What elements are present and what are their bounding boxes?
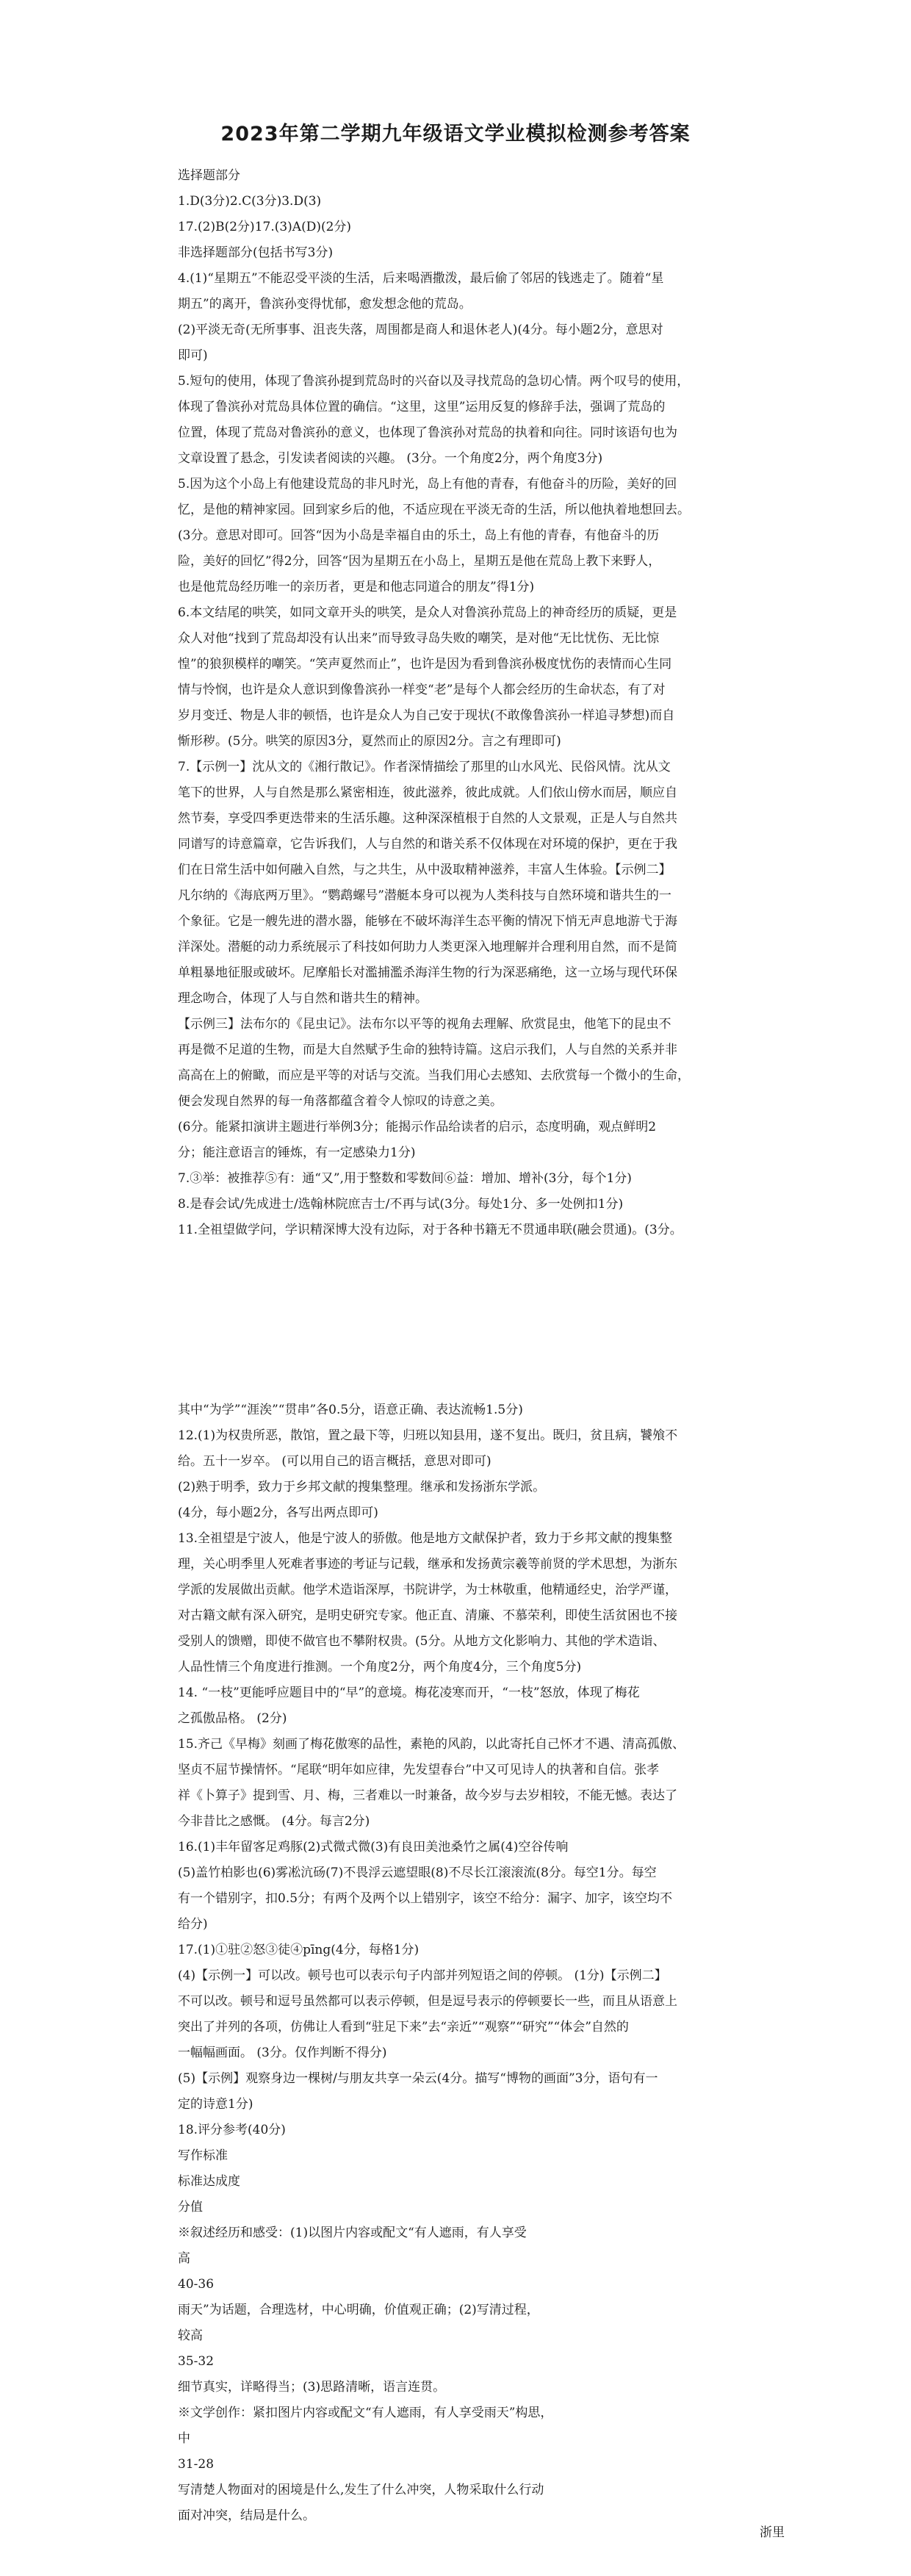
text-line: 同谱写的诗意篇章，它告诉我们，人与自然的和谐关系不仅体现在对环境的保护，更在于我: [178, 837, 677, 852]
text-line: 便会发现自然界的每一角落都蕴含着令人惊叹的诗意之美。: [178, 1094, 503, 1109]
text-line: 17.(2)B(2分)17.(3)A(D)(2分): [178, 220, 352, 234]
text-line: 文章设置了悬念，引发读者阅读的兴趣。 (3分。一个角度2分，两个角度3分): [178, 451, 603, 466]
text-line: 18.评分参考(40分): [178, 2123, 286, 2137]
text-line: 个象征。它是一艘先进的潜水器，能够在不破坏海洋生态平衡的情况下悄无声息地游弋于海: [178, 914, 677, 929]
text-line: 5.因为这个小岛上有他建设荒岛的非凡时光，岛上有他的青春，有他奋斗的历险，美好的回: [178, 477, 677, 492]
text-line: 岁月变迁、物是人非的顿悟，也许是众人为自己安于现状(不敢像鲁滨孙一样追寻梦想)而自: [178, 708, 675, 723]
text-line: 1.D(3分)2.C(3分)3.D(3): [178, 194, 322, 209]
text-line: (4分，每小题2分，各写出两点即可): [178, 1505, 378, 1520]
text-line: 分值: [178, 2200, 203, 2215]
text-line: 细节真实，详略得当；(3)思路清晰，语言连贯。: [178, 2380, 446, 2395]
text-line: 之孤傲品格。 (2分): [178, 1711, 287, 1726]
text-line: 位置，体现了荒岛对鲁滨孙的意义，也体现了鲁滨孙对荒岛的执着和向往。同时该语句也为: [178, 425, 677, 440]
text-line: 今非昔比之感慨。 (4分。每言2分): [178, 1814, 370, 1829]
text-line: 一幅幅画面。 (3分。仅作判断不得分): [178, 2046, 387, 2060]
text-line: 7.③举：被推荐⑤有：通“又”,用于整数和零数间⑥益：增加、增补(3分，每个1分): [178, 1171, 632, 1186]
text-line: 12.(1)为权贵所恶，散馆，置之最下等，归班以知县用，遂不复出。既归，贫且病，饕飧不: [178, 1428, 678, 1443]
text-line: 雨天”为话题，合理选材，中心明确，价值观正确；(2)写清过程，: [178, 2303, 539, 2317]
text-line: 8.是春会试/先成进士/选翰林院庶吉士/不再与试(3分。每处1分、多一处例扣1分): [178, 1197, 624, 1212]
text-line: 对古籍文献有深入研究，是明史研究专家。他正直、清廉、不慕荣利，即使生活贫困也不接: [178, 1608, 677, 1623]
text-line: 也是他荒岛经历唯一的亲历者，更是和他志同道合的朋友”得1分): [178, 580, 535, 594]
text-line: 其中“为学”“涯涘”“贯串”各0.5分，语意正确、表达流畅1.5分): [178, 1403, 523, 1417]
text-line: 人品性情三个角度进行推测。一个角度2分，两个角度4分，三个角度5分): [178, 1660, 582, 1674]
text-line: 4.(1)“星期五”不能忍受平淡的生活，后来喝酒撒泼，最后偷了邻居的钱逃走了。随着“星: [178, 271, 664, 286]
text-line: 标准达成度: [178, 2174, 240, 2189]
text-line: 再是微不足道的生物，而是大自然赋予生命的独特诗篇。这启示我们，人与自然的关系并非: [178, 1043, 677, 1057]
text-line: 险，美好的回忆”得2分，回答“因为星期五在小岛上，星期五是他在荒岛上教下来野人，: [178, 554, 661, 569]
text-line: 5.短句的使用，体现了鲁滨孙提到荒岛时的兴奋以及寻找荒岛的急切心情。两个叹号的使用，: [178, 374, 690, 389]
text-line: 祥《卜算子》提到雪、月、梅，三者难以一时兼备，故今岁与去岁相较，不能无憾。表达了: [178, 1788, 677, 1803]
text-line: 面对冲突，结局是什么。: [178, 2508, 315, 2523]
text-line: 众人对他“找到了荒岛却没有认出来”而导致寻岛失败的嘲笑，是对他“无比忧伤、无比惊: [178, 631, 660, 646]
text-line: 11.全祖望做学问，学识精深博大没有边际，对于各种书籍无不贯通串联(融会贯通)。(3分。: [178, 1223, 683, 1237]
text-line: (3分。意思对即可。回答“因为小岛是幸福自由的乐土，岛上有他的青春，有他奋斗的历: [178, 528, 660, 543]
text-line: 情与怜悯，也许是众人意识到像鲁滨孙一样变“老”是每个人都会经历的生命状态，有了对: [178, 683, 666, 697]
text-line: 受别人的馈赠，即使不做官也不攀附权贵。(5分。从地方文化影响力、其他的学术造诣、: [178, 1634, 666, 1649]
text-line: 35-32: [178, 2354, 215, 2369]
text-line: 中: [178, 2431, 190, 2446]
text-line: 非选择题部分(包括书写3分): [178, 245, 334, 260]
text-line: 分；能注意语言的锤炼，有一定感染力1分): [178, 1145, 416, 1160]
text-line: 写清楚人物面对的困境是什么,发生了什么冲突，人物采取什么行动: [178, 2483, 544, 2497]
text-line: ※文学创作：紧扣图片内容或配文“有人遮雨，有人享受雨天”构思，: [178, 2406, 553, 2420]
text-line: 17.(1)①驻②怒③徒④pīng(4分，每格1分): [178, 1943, 420, 1957]
text-line: 即可): [178, 348, 208, 363]
text-line: 惶”的狼狈模样的嘲笑。“笑声夏然而止”，也许是因为看到鲁滨孙极度忧伤的表情而心生同: [178, 657, 672, 672]
text-line: 写作标准: [178, 2148, 228, 2163]
text-line: (2)熟于明季，致力于乡邦文献的搜集整理。继承和发扬浙东学派。: [178, 1480, 546, 1494]
text-line: 理念吻合，体现了人与自然和谐共生的精神。: [178, 991, 428, 1006]
text-line: 31-28: [178, 2457, 215, 2472]
text-line: 期五”的离开，鲁滨孙变得忧郁，愈发想念他的荒岛。: [178, 297, 472, 312]
text-line: (2)平淡无奇(无所事事、沮丧失落，周围都是商人和退休老人)(4分。每小题2分，意思对: [178, 323, 663, 337]
text-line: 体现了鲁滨孙对荒岛具体位置的确信。“这里，这里”运用反复的修辞手法，强调了荒岛的: [178, 400, 666, 414]
answer-section-2: [178, 1397, 780, 2529]
text-line: 洋深处。潜艇的动力系统展示了科技如何助力人类更深入地理解并合理利用自然，而不是简: [178, 940, 677, 954]
text-line: 凡尔纳的《海底两万里》。“鹦鹉螺号”潜艇本身可以视为人类科技与自然环境和谐共生的一: [178, 888, 671, 903]
text-line: (6分。能紧扣演讲主题进行举例3分；能揭示作品给读者的启示，态度明确，观点鲜明2: [178, 1120, 657, 1134]
text-line: 【示例三】法布尔的《昆虫记》。法布尔以平等的视角去理解、欣赏昆虫，他笔下的昆虫不: [178, 1017, 671, 1032]
text-line: 坚贞不屈节操情怀。“尾联“明年如应律，先发望春台”中又可见诗人的执著和自信。张孝: [178, 1763, 660, 1777]
text-line: 16.(1)丰年留客足鸡豚(2)式微式微(3)有良田美池桑竹之属(4)空谷传响: [178, 1840, 569, 1854]
text-line: 理，关心明季里人死难者事迹的考证与记载，继承和发扬黄宗羲等前贤的学术思想，为浙东: [178, 1557, 677, 1572]
text-line: (5)盖竹柏影也(6)雾凇沆砀(7)不畏浮云遮望眼(8)不尽长江滚滚流(8分。每空1分。每空: [178, 1866, 657, 1880]
text-line: 高: [178, 2251, 190, 2266]
text-line: 笔下的世界，人与自然是那么紧密相连，彼此滋养，彼此成就。人们依山傍水而居，顺应自: [178, 785, 677, 800]
text-line: 40-36: [178, 2277, 215, 2292]
text-line: 不可以改。顿号和逗号虽然都可以表示停顿，但是逗号表示的停顿要长一些，而且从语意上: [178, 1994, 677, 2009]
text-line: 较高: [178, 2328, 203, 2343]
text-line: 单粗暴地征服或破坏。尼摩船长对濫捕濫杀海洋生物的行为深恶痛绝，这一立场与现代环保: [178, 965, 677, 980]
answer-section-1: [178, 163, 780, 1243]
text-line: 学派的发展做出贡献。他学术造诣深厚，书院讲学，为士林敬重，他精通经史，治学严谨，: [178, 1583, 677, 1597]
text-line: 有一个错别字，扣0.5分；有两个及两个以上错别字，该空不给分：漏字、加字，该空均不: [178, 1891, 673, 1906]
page-footer: 浙里: [760, 2525, 785, 2540]
text-line: 13.全祖望是宁波人，他是宁波人的骄傲。他是地方文献保护者，致力于乡邦文献的搜集整: [178, 1531, 673, 1546]
text-line: 忆，是他的精神家园。回到家乡后的他，不适应现在平淡无奇的生活，所以他执着地想回去。: [178, 503, 690, 517]
text-line: 6.本文结尾的哄笑，如同文章开头的哄笑，是众人对鲁滨孙荒岛上的神奇经历的质疑，更是: [178, 605, 677, 620]
text-line: 给分): [178, 1917, 208, 1932]
document-title: 2023年第二学期九年级语文学业模拟检测参考答案: [220, 123, 691, 145]
text-line: 突出了并列的各项，仿佛让人看到“驻足下来”去“亲近”“观察”“研究”“体会”自然的: [178, 2020, 629, 2034]
text-line: 7.【示例一】沈从文的《湘行散记》。作者深情描绘了那里的山水风光、民俗风情。沈从文: [178, 760, 671, 774]
text-line: 们在日常生活中如何融入自然，与之共生，从中汲取精神滋养，丰富人生体验。【示例二】: [178, 863, 671, 877]
text-line: 15.齐己《早梅》刻画了梅花傲寒的品性，素艳的风韵，以此寄托自己怀才不遇、清高孤傲、: [178, 1737, 685, 1752]
text-line: 惭形秽。(5分。哄笑的原因3分，夏然而止的原因2分。言之有理即可): [178, 734, 561, 749]
text-line: (4)【示例一】可以改。顿号也可以表示句子内部并列短语之间的停顿。 (1分)【示例二】: [178, 1968, 667, 1983]
text-line: (5)【示例】观察身边一棵树/与朋友共享一朵云(4分。描写“博物的画面”3分，语句有一: [178, 2071, 658, 2086]
text-line: 高高在上的俯瞰，而应是平等的对话与交流。当我们用心去感知、去欣赏每一个微小的生命，: [178, 1068, 690, 1083]
text-line: 定的诗意1分): [178, 2097, 253, 2112]
text-line: 14. “一枝”更能呼应题目中的“早”的意境。梅花凌寒而开，“一枝”怒放，体现了梅花: [178, 1685, 640, 1700]
text-line: 选择题部分: [178, 168, 240, 183]
text-line: ※叙述经历和感受：(1)以图片内容或配文“有人遮雨，有人享受: [178, 2226, 527, 2240]
text-line: 给。五十一岁卒。 (可以用自己的语言概括，意思对即可): [178, 1454, 491, 1469]
text-line: 然节奏，享受四季更迭带来的生活乐趣。这种深深植根于自然的人文景观，正是人与自然共: [178, 811, 677, 826]
